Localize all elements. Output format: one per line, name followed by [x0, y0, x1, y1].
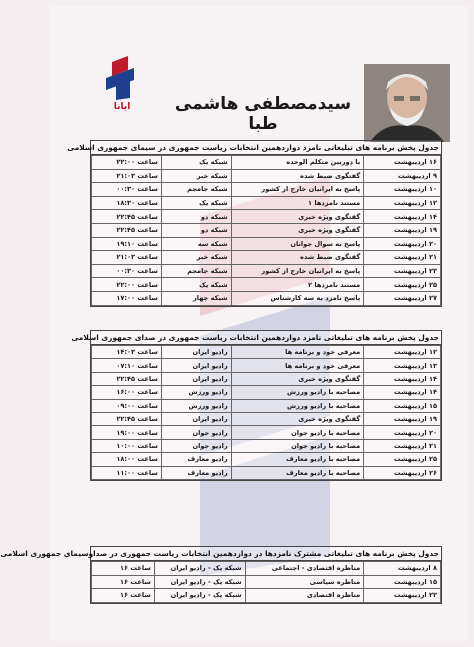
- time-cell: ساعت ۱۹:۱۰: [92, 237, 162, 251]
- channel-cell: شبکه دو: [161, 210, 231, 224]
- channel-cell: شبکه یک - رادیو ایران: [154, 562, 245, 576]
- date-cell: ۲۳ اردیبهشت: [364, 264, 441, 278]
- channel-cell: شبکه دو: [161, 223, 231, 237]
- table-row: [92, 575, 441, 589]
- time-cell: ساعت ۲۲:۰۰: [92, 156, 162, 170]
- date-cell: ۱۹ اردیبهشت: [364, 412, 441, 425]
- time-cell: ساعت ۱۸:۰۰: [92, 453, 162, 466]
- time-cell: ساعت ۲۲:۴۵: [92, 412, 162, 425]
- program-cell: پاسخ به سوال جوانان: [231, 237, 364, 251]
- channel-cell: شبکه سه: [161, 237, 231, 251]
- table-row: [92, 386, 441, 399]
- table-row: [92, 237, 441, 251]
- program-cell: مصاحبه با رادیو معارف: [231, 453, 364, 466]
- channel-cell: رادیو معارف: [161, 466, 231, 479]
- page: [0, 6, 468, 641]
- date-cell: ۱۲ اردیبهشت: [364, 346, 441, 359]
- date-cell: ۲۵ اردیبهشت: [364, 453, 441, 466]
- program-cell: گفتگوی ضبط شده: [231, 251, 364, 265]
- program-cell: مستند نامزدها ۱: [231, 196, 364, 210]
- time-cell: ساعت ۰۹:۰۰: [92, 399, 162, 412]
- table-row: [92, 562, 441, 576]
- channel-cell: رادیو معارف: [161, 453, 231, 466]
- program-cell: گفتگوی ویژه خبری: [231, 210, 364, 224]
- time-cell: ساعت ۱۸:۳۰: [92, 196, 162, 210]
- program-cell: معرفی خود و برنامه ها: [231, 346, 364, 359]
- time-cell: ساعت ۱۶: [92, 589, 155, 603]
- radio-schedule-table: [71, 330, 442, 481]
- channel-cell: شبکه خبر: [161, 251, 231, 265]
- date-cell: ۲۶ اردیبهشت: [364, 466, 441, 479]
- channel-cell: شبکه چهار: [161, 291, 231, 305]
- program-cell: مصاحبه با رادیو معارف: [231, 466, 364, 479]
- program-cell: مناظره اقتصادی: [245, 589, 364, 603]
- time-cell: ساعت ۰۷:۱۰: [92, 359, 162, 372]
- date-cell: ۲۱ اردیبهشت: [364, 251, 441, 265]
- table-row: [92, 251, 441, 265]
- program-cell: مستند نامزدها ۲: [231, 278, 364, 292]
- joint-schedule-table: [0, 546, 442, 604]
- time-cell: ساعت ۱۶: [92, 575, 155, 589]
- date-cell: ۱۵ اردیبهشت: [364, 399, 441, 412]
- program-cell: گفتگوی ویژه خبری: [231, 223, 364, 237]
- date-cell: ۱۴ اردیبهشت: [364, 372, 441, 385]
- time-cell: ساعت ۲۲:۴۵: [92, 372, 162, 385]
- table-row: [92, 372, 441, 385]
- tv-table-caption: جدول پخش برنامه های تبلیغاتی نامزد دوازدهمین انتخابات ریاست جمهوری در سیمای جمهوری اسلامی: [91, 141, 441, 155]
- channel-cell: شبکه یک: [161, 196, 231, 210]
- radio-table: [91, 345, 441, 480]
- time-cell: ساعت ۱۰:۰۰: [92, 439, 162, 452]
- channel-cell: شبکه جامجم: [161, 183, 231, 197]
- program-cell: گفتگوی ویژه خبری: [231, 372, 364, 385]
- date-cell: ۱۲ اردیبهشت: [364, 196, 441, 210]
- program-cell: گفتگوی ویژه خبری: [231, 412, 364, 425]
- channel-cell: شبکه یک: [161, 278, 231, 292]
- time-cell: ساعت ۱۹:۰۰: [92, 426, 162, 439]
- time-cell: ساعت ۱۴:۰۳: [92, 346, 162, 359]
- table-row: [92, 169, 441, 183]
- table-row: [92, 346, 441, 359]
- joint-table: [91, 561, 441, 603]
- tv-table: [91, 155, 441, 306]
- portrait-image: [364, 64, 450, 142]
- channel-cell: رادیو ایران: [161, 372, 231, 385]
- table-row: [92, 439, 441, 452]
- date-cell: ۲۵ اردیبهشت: [364, 278, 441, 292]
- program-cell: مناظره اقتصادی - اجتماعی: [245, 562, 364, 576]
- time-cell: ساعت ۱۶: [92, 562, 155, 576]
- time-cell: ساعت ۱۶:۰۰: [92, 386, 162, 399]
- date-cell: ۱۹ اردیبهشت: [364, 223, 441, 237]
- channel-cell: شبکه جامجم: [161, 264, 231, 278]
- page-title: سیدمصطفی هاشمی طبا: [174, 94, 352, 134]
- date-cell: ۲۷ اردیبهشت: [364, 291, 441, 305]
- date-cell: ۲۱ اردیبهشت: [364, 439, 441, 452]
- channel-cell: شبکه خبر: [161, 169, 231, 183]
- channel-cell: رادیو ورزش: [161, 386, 231, 399]
- program-cell: مصاحبه با رادیو جوان: [231, 426, 364, 439]
- table-row: [92, 291, 441, 305]
- date-cell: ۱۴ اردیبهشت: [364, 210, 441, 224]
- date-cell: ۲۰ اردیبهشت: [364, 237, 441, 251]
- program-cell: مصاحبه با رادیو جوان: [231, 439, 364, 452]
- table-row: [92, 412, 441, 425]
- date-cell: ۱۴ اردیبهشت: [364, 386, 441, 399]
- program-cell: پاسخ به ایرانیان خارج از کشور: [231, 183, 364, 197]
- time-cell: ساعت ۲۱:۰۳: [92, 169, 162, 183]
- table-row: [92, 210, 441, 224]
- table-row: [92, 278, 441, 292]
- logo-text: ایانا: [113, 102, 131, 112]
- brand-logo: [104, 56, 138, 100]
- table-row: [92, 223, 441, 237]
- channel-cell: شبکه یک - رادیو ایران: [154, 575, 245, 589]
- radio-table-caption: جدول پخش برنامه های تبلیغاتی نامزد دوازدهمین انتخابات ریاست جمهوری در صدای جمهوری اسلامی: [91, 331, 441, 345]
- date-cell: ۱۶ اردیبهشت: [364, 156, 441, 170]
- program-cell: پاسخ نامزد به سه کارشناس: [231, 291, 364, 305]
- program-cell: مصاحبه با رادیو ورزش: [231, 399, 364, 412]
- time-cell: ساعت ۲۲:۰۰: [92, 278, 162, 292]
- candidate-portrait: [364, 64, 450, 142]
- table-row: [92, 453, 441, 466]
- time-cell: ساعت ۰۰:۳۰: [92, 264, 162, 278]
- table-row: [92, 156, 441, 170]
- table-row: [92, 196, 441, 210]
- date-cell: ۱۰ اردیبهشت: [364, 183, 441, 197]
- program-cell: گفتگوی ضبط شده: [231, 169, 364, 183]
- channel-cell: شبکه یک: [161, 156, 231, 170]
- channel-cell: شبکه یک - رادیو ایران: [154, 589, 245, 603]
- table-row: [92, 466, 441, 479]
- time-cell: ساعت ۱۷:۰۰: [92, 291, 162, 305]
- time-cell: ساعت ۱۱:۰۰: [92, 466, 162, 479]
- program-cell: با دوربین متکلم الوحده: [231, 156, 364, 170]
- date-cell: ۲۰ اردیبهشت: [364, 426, 441, 439]
- table-row: [92, 399, 441, 412]
- table-row: [92, 183, 441, 197]
- channel-cell: رادیو جوان: [161, 439, 231, 452]
- time-cell: ساعت ۲۲:۴۵: [92, 223, 162, 237]
- channel-cell: رادیو ورزش: [161, 399, 231, 412]
- date-cell: ۲۲ اردیبهشت: [364, 589, 441, 603]
- time-cell: ساعت ۲۲:۴۵: [92, 210, 162, 224]
- time-cell: ساعت ۲۱:۰۳: [92, 251, 162, 265]
- program-cell: پاسخ به ایرانیان خارج از کشور: [231, 264, 364, 278]
- channel-cell: رادیو ایران: [161, 412, 231, 425]
- date-cell: ۹ اردیبهشت: [364, 169, 441, 183]
- table-row: [92, 264, 441, 278]
- date-cell: ۸ اردیبهشت: [364, 562, 441, 576]
- time-cell: ساعت ۰۰:۳۰: [92, 183, 162, 197]
- channel-cell: رادیو ایران: [161, 359, 231, 372]
- program-cell: مصاحبه با رادیو ورزش: [231, 386, 364, 399]
- program-cell: مناظره سیاسی: [245, 575, 364, 589]
- tv-schedule-table: [67, 140, 442, 307]
- date-cell: ۱۳ اردیبهشت: [364, 359, 441, 372]
- table-row: [92, 359, 441, 372]
- table-row: [92, 589, 441, 603]
- joint-table-caption: جدول پخش برنامه های تبلیغاتی مشترک نامزدها در دوازدهمین انتخابات ریاست جمهوری در صداوسیمای جمهوری اسلامی: [91, 547, 441, 561]
- channel-cell: رادیو ایران: [161, 346, 231, 359]
- program-cell: معرفی خود و برنامه ها: [231, 359, 364, 372]
- date-cell: ۱۵ اردیبهشت: [364, 575, 441, 589]
- table-row: [92, 426, 441, 439]
- channel-cell: رادیو جوان: [161, 426, 231, 439]
